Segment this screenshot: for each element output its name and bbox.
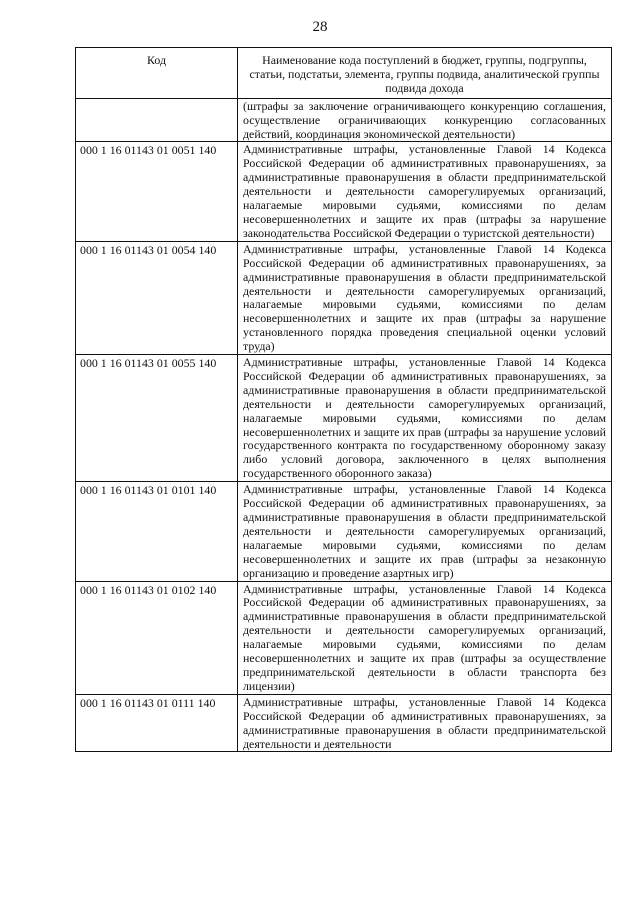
row-description: Административные штрафы, установленные Главой 14 Кодекса Российской Федерации об административных правонарушениях, за административные правонарушения в области предпринимательской деятельности и деятельности <box>238 694 612 752</box>
row-code: 000 1 16 01143 01 0111 140 <box>76 694 238 752</box>
row-description: Административные штрафы, установленные Главой 14 Кодекса Российской Федерации об административных правонарушениях, за административные правонарушения в области предпринимательской деятельности и деятельности саморегулируемых организаций, налагаемые мировыми судьями, комиссиями по делам несовершеннолетних и защите их прав (штрафы за нарушение законодательства Российской Федерации о туристской деятельности) <box>238 142 612 241</box>
row-code: 000 1 16 01143 01 0101 140 <box>76 482 238 581</box>
row-code <box>76 98 238 142</box>
header-name: Наименование кода поступлений в бюджет, группы, подгруппы, статьи, подстатьи, элемента, группы подвида, аналитической группы подвида дохода <box>238 48 612 99</box>
table-row <box>76 241 612 354</box>
row-code: 000 1 16 01143 01 0102 140 <box>76 581 238 694</box>
row-description: (штрафы за заключение ограничивающего конкуренцию соглашения, осуществление ограничивающих конкуренцию согласованных действий, координация экономической деятельности) <box>238 98 612 142</box>
row-description: Административные штрафы, установленные Главой 14 Кодекса Российской Федерации об административных правонарушениях, за административные правонарушения в области предпринимательской деятельности и деятельности саморегулируемых организаций, налагаемые мировыми судьями, комиссиями по делам несовершеннолетних и защите их прав (штрафы за осуществление предпринимательской деятельности в области транспорта без лицензии) <box>238 581 612 694</box>
table-row <box>76 142 612 241</box>
row-description: Административные штрафы, установленные Главой 14 Кодекса Российской Федерации об административных правонарушениях, за административные правонарушения в области предпринимательской деятельности и деятельности саморегулируемых организаций, налагаемые мировыми судьями, комиссиями по делам несовершеннолетних и защите их прав (штрафы за незаконную организацию и проведение азартных игр) <box>238 482 612 581</box>
row-code: 000 1 16 01143 01 0051 140 <box>76 142 238 241</box>
row-description: Административные штрафы, установленные Главой 14 Кодекса Российской Федерации об административных правонарушениях, за административные правонарушения в области предпринимательской деятельности и деятельности саморегулируемых организаций, налагаемые мировыми судьями, комиссиями по делам несовершеннолетних и защите их прав (штрафы за нарушение условий государственного контракта по государственному оборонному заказу либо условий договора, заключенного в целях выполнения государственного оборонного заказа) <box>238 355 612 482</box>
table-header-row <box>76 48 612 99</box>
header-code: Код <box>76 48 238 99</box>
table-row <box>76 482 612 581</box>
page-number: 28 <box>312 19 328 35</box>
table-row <box>76 581 612 694</box>
row-code: 000 1 16 01143 01 0055 140 <box>76 355 238 482</box>
table-row <box>76 355 612 482</box>
table-row <box>76 694 612 752</box>
row-code: 000 1 16 01143 01 0054 140 <box>76 241 238 354</box>
budget-codes-table <box>75 47 612 752</box>
table-row <box>76 98 612 142</box>
row-description: Административные штрафы, установленные Главой 14 Кодекса Российской Федерации об административных правонарушениях, за административные правонарушения в области предпринимательской деятельности и деятельности саморегулируемых организаций, налагаемые мировыми судьями, комиссиями по делам несовершеннолетних и защите их прав (штрафы за нарушение установленного порядка проведения специальной оценки условий труда) <box>238 241 612 354</box>
